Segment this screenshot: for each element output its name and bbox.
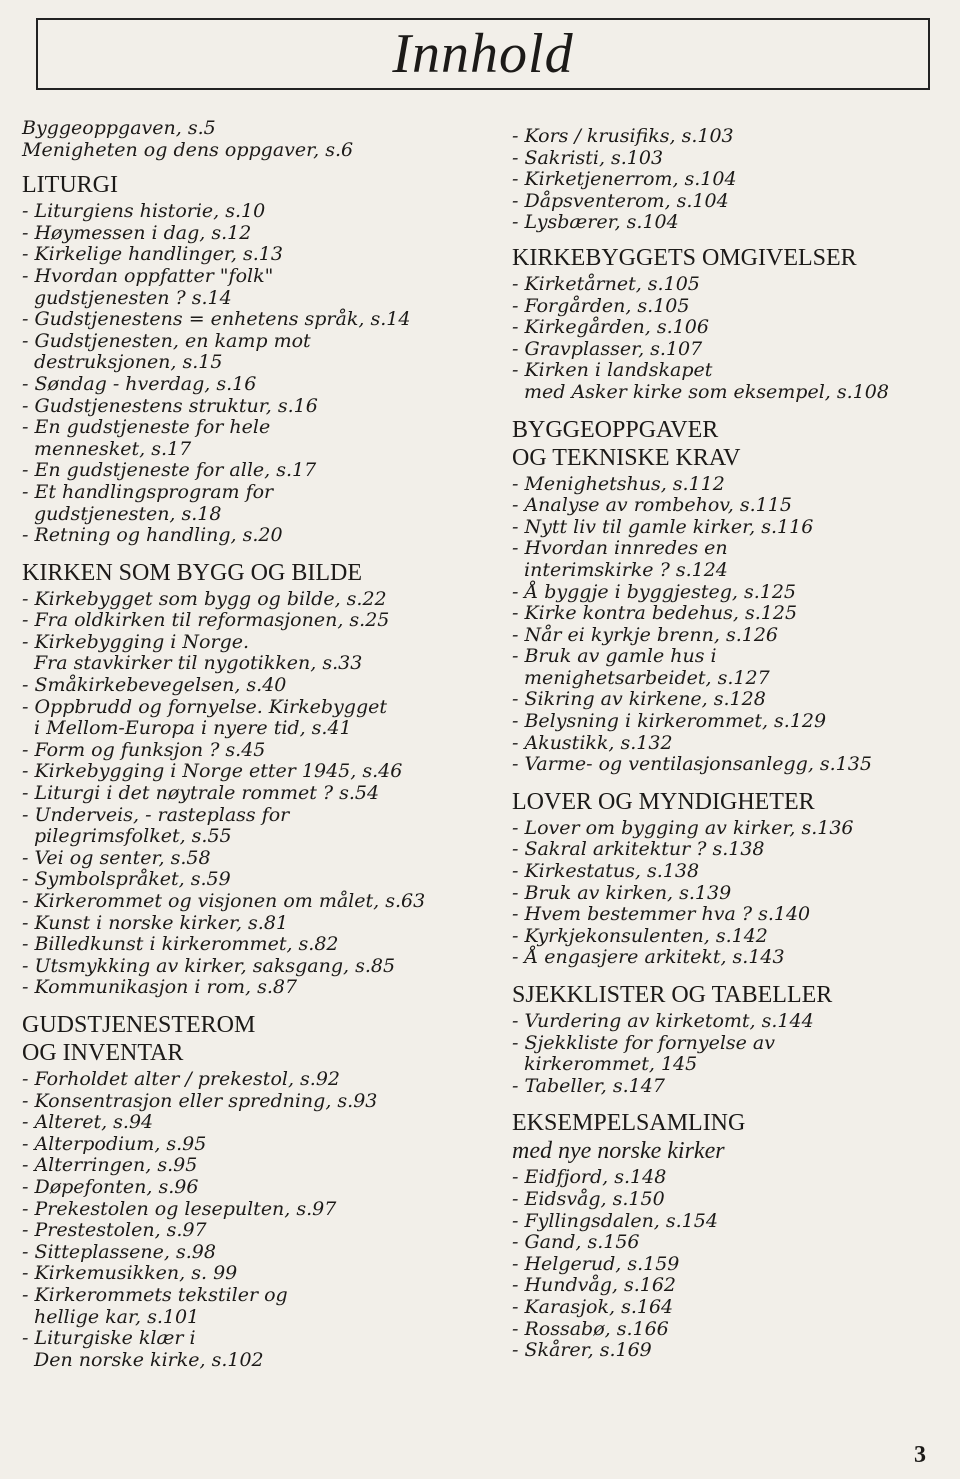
toc-entry (22, 417, 492, 460)
toc-entry-text: - Alterringen, s.95 (22, 1154, 198, 1177)
toc-entry (22, 848, 492, 870)
toc-entry-text: - Gudstjenestens struktur, s.16 (22, 394, 318, 417)
section-heading: EKSEMPELSAMLING (512, 1110, 746, 1137)
toc-entry (22, 869, 492, 891)
toc-entry-text: - Å byggje i byggjesteg, s.125 (512, 580, 797, 603)
toc-entry-text: kirkerommet, 145 (524, 1053, 698, 1076)
toc-entry (22, 1263, 492, 1285)
toc-entry (22, 1091, 492, 1113)
toc-entry-text: med Asker kirke som eksempel, s.108 (524, 380, 889, 403)
toc-section (22, 561, 492, 999)
toc-entry-text: - Liturgiens historie, s.10 (22, 200, 266, 223)
toc-entry (22, 977, 492, 999)
toc-entry (512, 1167, 942, 1189)
toc-entry (512, 317, 942, 339)
toc-entry-text: - Skårer, s.169 (512, 1339, 652, 1362)
toc-entry (22, 891, 492, 913)
title-box (36, 18, 930, 90)
toc-entry-text: - Prestestolen, s.97 (22, 1219, 207, 1242)
toc-entry-text: - Hvem bestemmer hva ? s.140 (512, 903, 811, 926)
toc-entry-text: menighetsarbeidet, s.127 (524, 666, 770, 689)
toc-entry-text: - Sjekkliste for fornyelse av (512, 1031, 775, 1054)
toc-entry-text: - Form og funksjon ? s.45 (22, 738, 266, 761)
toc-entry (22, 1112, 492, 1134)
toc-entry-text: - Liturgi i det nøytrale rommet ? s.54 (22, 782, 380, 805)
toc-entry-text: Den norske kirke, s.102 (34, 1348, 264, 1371)
toc-entry (22, 761, 492, 783)
toc-entry-text: - Gudstjenesten, en kamp mot (22, 329, 311, 352)
toc-entry-text: - Alteret, s.94 (22, 1111, 154, 1134)
toc-entry-text: - Kirkerommets tekstiler og (22, 1283, 288, 1306)
toc-entry-text: - Kirketårnet, s.105 (512, 272, 700, 295)
toc-entry-text: - Oppbrudd og fornyelse. Kirkebygget (22, 695, 387, 718)
toc-entry-text: - Kirkebygging i Norge. (22, 630, 250, 653)
toc-entry-text: - Sikring av kirkene, s.128 (512, 688, 766, 711)
toc-entry-text: - Søndag - hverdag, s.16 (22, 372, 257, 395)
section-heading: LOVER OG MYNDIGHETER (512, 788, 815, 815)
toc-entry-text: - Kirkegården, s.106 (512, 316, 709, 339)
toc-entry-text: hellige kar, s.101 (34, 1305, 200, 1328)
toc-section (22, 1013, 492, 1371)
toc-entry (22, 331, 492, 374)
toc-entry-text: - En gudstjeneste for hele (22, 416, 271, 439)
toc-entry-text: - Kirkebygget som bygg og bilde, s.22 (22, 587, 387, 610)
toc-entry-text: - Menighetshus, s.112 (512, 472, 725, 495)
toc-entry (512, 360, 942, 403)
toc-entry (512, 1297, 942, 1319)
toc-entry-text: gudstjenesten, s.18 (34, 502, 222, 525)
toc-entry (22, 934, 492, 956)
toc-entry (512, 582, 942, 604)
toc-section (512, 418, 942, 776)
toc-entry (512, 926, 942, 948)
toc-entry-text: - Forgården, s.105 (512, 294, 690, 317)
toc-entry-text: - Småkirkebevegelsen, s.40 (22, 674, 287, 697)
toc-entry (512, 711, 942, 733)
toc-entry-text: interimskirke ? s.124 (524, 558, 728, 581)
toc-entry (22, 1285, 492, 1328)
toc-entry-text: Byggeoppgaven, s.5 (22, 117, 216, 139)
toc-entry-text: - Alterpodium, s.95 (22, 1132, 207, 1155)
toc-entry-text: - Fyllingsdalen, s.154 (512, 1209, 718, 1232)
toc-entry (512, 1076, 942, 1098)
toc-entry-text: - Kirken i landskapet (512, 359, 713, 382)
toc-entry (512, 904, 942, 926)
toc-entry-text: - Varme- og ventilasjonsanlegg, s.135 (512, 753, 872, 776)
toc-entry-text: - Liturgiske klær i (22, 1327, 196, 1350)
section-subheading: med nye norske kirker (512, 1138, 725, 1165)
toc-entry-text: - Konsentrasjon eller spredning, s.93 (22, 1089, 378, 1112)
toc-entry-text: - Kirkemusikken, s. 99 (22, 1262, 238, 1285)
toc-entry (22, 223, 492, 245)
toc-entry (512, 1033, 942, 1076)
toc-entry-text: - Eidfjord, s.148 (512, 1166, 667, 1189)
section-heading: OG TEKNISKE KRAV (512, 444, 741, 471)
toc-entry-text: - Sakral arkitektur ? s.138 (512, 838, 765, 861)
toc-entry (22, 805, 492, 848)
toc-entry (512, 1275, 942, 1297)
toc-entry-text: - Retning og handling, s.20 (22, 524, 283, 547)
toc-entry (512, 191, 942, 213)
toc-entry-text: - Sitteplassene, s.98 (22, 1240, 216, 1263)
toc-entry-text: - Kirkestatus, s.138 (512, 860, 700, 883)
toc-entry (512, 296, 942, 318)
toc-entry (22, 632, 492, 675)
toc-entry-text: - Vei og senter, s.58 (22, 846, 211, 869)
toc-entry (22, 482, 492, 525)
toc-entry-text: - Utsmykking av kirker, saksgang, s.85 (22, 954, 396, 977)
toc-entry-text: - Akustikk, s.132 (512, 731, 673, 754)
toc-entry-text: - Analyse av rombehov, s.115 (512, 494, 792, 517)
toc-entry (512, 148, 942, 170)
toc-entry-text: - Kirkelige handlinger, s.13 (22, 243, 283, 266)
toc-entry (512, 754, 942, 776)
toc-entry (512, 603, 942, 625)
toc-entry (512, 339, 942, 361)
toc-entry-text: - Vurdering av kirketomt, s.144 (512, 1010, 814, 1032)
toc-entry (512, 126, 942, 148)
toc-section (512, 983, 942, 1097)
toc-entry (512, 625, 942, 647)
toc-entry-text: - Hundvåg, s.162 (512, 1274, 677, 1297)
toc-right-column (512, 126, 942, 1376)
toc-entry-text: - Gand, s.156 (512, 1231, 640, 1254)
toc-entry-text: - Gravplasser, s.107 (512, 337, 703, 360)
toc-entry (22, 1242, 492, 1264)
toc-entry-text: - Symbolspråket, s.59 (22, 868, 231, 891)
toc-entry (22, 244, 492, 266)
toc-entry (22, 140, 492, 162)
toc-entry-text: - Kunst i norske kirker, s.81 (22, 911, 289, 934)
toc-entry-text: - Tabeller, s.147 (512, 1074, 665, 1097)
toc-entry-text: i Mellom-Europa i nyere tid, s.41 (34, 717, 352, 740)
toc-entry-text: - Eidsvåg, s.150 (512, 1187, 665, 1210)
toc-entry-text: Menigheten og dens oppgaver, s.6 (22, 138, 354, 161)
toc-entry-text: - Underveis, - rasteplass for (22, 803, 290, 826)
toc-entry-text: - Billedkunst i kirkerommet, s.82 (22, 933, 339, 956)
toc-entry (512, 1340, 942, 1362)
toc-entry (512, 495, 942, 517)
toc-entry (512, 689, 942, 711)
toc-entry (512, 274, 942, 296)
toc-entry (512, 883, 942, 905)
toc-entry (512, 1254, 942, 1276)
toc-entry-text: - Kirkebygging i Norge etter 1945, s.46 (22, 760, 403, 783)
toc-entry (22, 1069, 492, 1091)
toc-entry-text: - Kors / krusifiks, s.103 (512, 125, 734, 147)
toc-entry-text: - Hvordan oppfatter "folk" (22, 264, 274, 287)
toc-entry (512, 474, 942, 496)
section-heading: SJEKKLISTER OG TABELLER (512, 982, 833, 1008)
toc-entry-text: - En gudstjeneste for alle, s.17 (22, 459, 317, 482)
toc-entry-text: - Gudstjenestens = enhetens språk, s.14 (22, 308, 411, 331)
toc-entry-text: - Belysning i kirkerommet, s.129 (512, 710, 827, 733)
toc-entry-text: - Lysbærer, s.104 (512, 211, 679, 234)
toc-entry (22, 1155, 492, 1177)
toc-entry (22, 374, 492, 396)
toc-entry (22, 460, 492, 482)
toc-left-column (22, 118, 492, 1385)
section-heading: KIRKEN SOM BYGG OG BILDE (22, 559, 362, 586)
toc-entry (22, 1177, 492, 1199)
toc-entry-text: - Karasjok, s.164 (512, 1295, 674, 1318)
toc-entry (512, 733, 942, 755)
toc-entry-text: gudstjenesten ? s.14 (34, 286, 232, 309)
toc-entry-text: - Bruk av gamle hus i (512, 645, 717, 668)
section-heading: OG INVENTAR (22, 1039, 184, 1066)
toc-entry-text: - Kyrkjekonsulenten, s.142 (512, 924, 768, 947)
toc-entry (512, 1189, 942, 1211)
toc-entry-text: - Helgerud, s.159 (512, 1252, 680, 1275)
toc-entry-text: - Bruk av kirken, s.139 (512, 881, 732, 904)
toc-entry (22, 697, 492, 740)
toc-entry (22, 266, 492, 309)
toc-entry-text: - Fra oldkirken til reformasjonen, s.25 (22, 609, 390, 632)
toc-entry (22, 201, 492, 223)
toc-entry (22, 913, 492, 935)
toc-entry (22, 740, 492, 762)
toc-entry (512, 1211, 942, 1233)
toc-entry (512, 1319, 942, 1341)
toc-entry (512, 538, 942, 581)
toc-entry (512, 212, 942, 234)
toc-entry-text: - Lover om bygging av kirker, s.136 (512, 816, 854, 839)
section-heading: GUDSTJENESTEROM (22, 1011, 256, 1038)
toc-entry (22, 1220, 492, 1242)
section-heading: LITURGI (22, 172, 118, 199)
toc-entry (512, 646, 942, 689)
toc-section (512, 1111, 942, 1361)
toc-entry (22, 1199, 492, 1221)
toc-entry (512, 947, 942, 969)
toc-section (22, 173, 492, 547)
toc-entry (512, 818, 942, 840)
toc-entry (512, 1232, 942, 1254)
toc-entry-text: - Når ei kyrkje brenn, s.126 (512, 623, 779, 646)
toc-entry (22, 525, 492, 547)
toc-entry-text: destruksjonen, s.15 (34, 351, 223, 374)
toc-entry (512, 517, 942, 539)
toc-entry-text: - Sakristi, s.103 (512, 146, 664, 169)
toc-entry-text: - Hvordan innredes en (512, 537, 728, 560)
page-number: 3 (914, 1442, 926, 1468)
toc-entry-text: - Kirke kontra bedehus, s.125 (512, 602, 798, 625)
toc-entry-text: - Nytt liv til gamle kirker, s.116 (512, 515, 814, 538)
toc-entry-text: - Kirkerommet og visjonen om målet, s.63 (22, 890, 426, 912)
section-heading: BYGGEOPPGAVER (512, 416, 719, 443)
toc-entry (22, 118, 492, 140)
toc-entry (512, 839, 942, 861)
toc-entry (512, 169, 942, 191)
toc-entry-text: pilegrimsfolket, s.55 (34, 825, 232, 848)
toc-section (512, 246, 942, 404)
toc-entry-text: - Et handlingsprogram for (22, 480, 274, 503)
toc-entry (22, 589, 492, 611)
toc-entry (22, 396, 492, 418)
toc-entry-text: - Prekestolen og lesepulten, s.97 (22, 1197, 337, 1220)
toc-entry (22, 1134, 492, 1156)
toc-section (512, 790, 942, 969)
toc-entry-text: - Dåpsventerom, s.104 (512, 189, 729, 212)
toc-entry-text: - Rossabø, s.166 (512, 1317, 669, 1340)
toc-entry-text: Fra stavkirker til nygotikken, s.33 (34, 652, 363, 675)
toc-entry (512, 1011, 942, 1033)
toc-entry-text: - Forholdet alter / prekestol, s.92 (22, 1067, 340, 1090)
toc-entry-text: - Høymessen i dag, s.12 (22, 221, 252, 244)
toc-entry-text: - Kommunikasjon i rom, s.87 (22, 976, 298, 999)
toc-entry (22, 309, 492, 331)
toc-entry (22, 610, 492, 632)
toc-entry (22, 956, 492, 978)
toc-entry-text: - Kirketjenerrom, s.104 (512, 168, 737, 191)
section-heading: KIRKEBYGGETS OMGIVELSER (512, 244, 857, 271)
toc-entry (512, 861, 942, 883)
toc-entry (22, 675, 492, 697)
toc-entry (22, 783, 492, 805)
toc-entry-text: mennesket, s.17 (34, 437, 192, 460)
page-title: Innhold (392, 23, 574, 85)
toc-entry-text: - Å engasjere arkitekt, s.143 (512, 946, 785, 969)
toc-entry-text: - Døpefonten, s.96 (22, 1175, 199, 1198)
toc-entry (22, 1328, 492, 1371)
